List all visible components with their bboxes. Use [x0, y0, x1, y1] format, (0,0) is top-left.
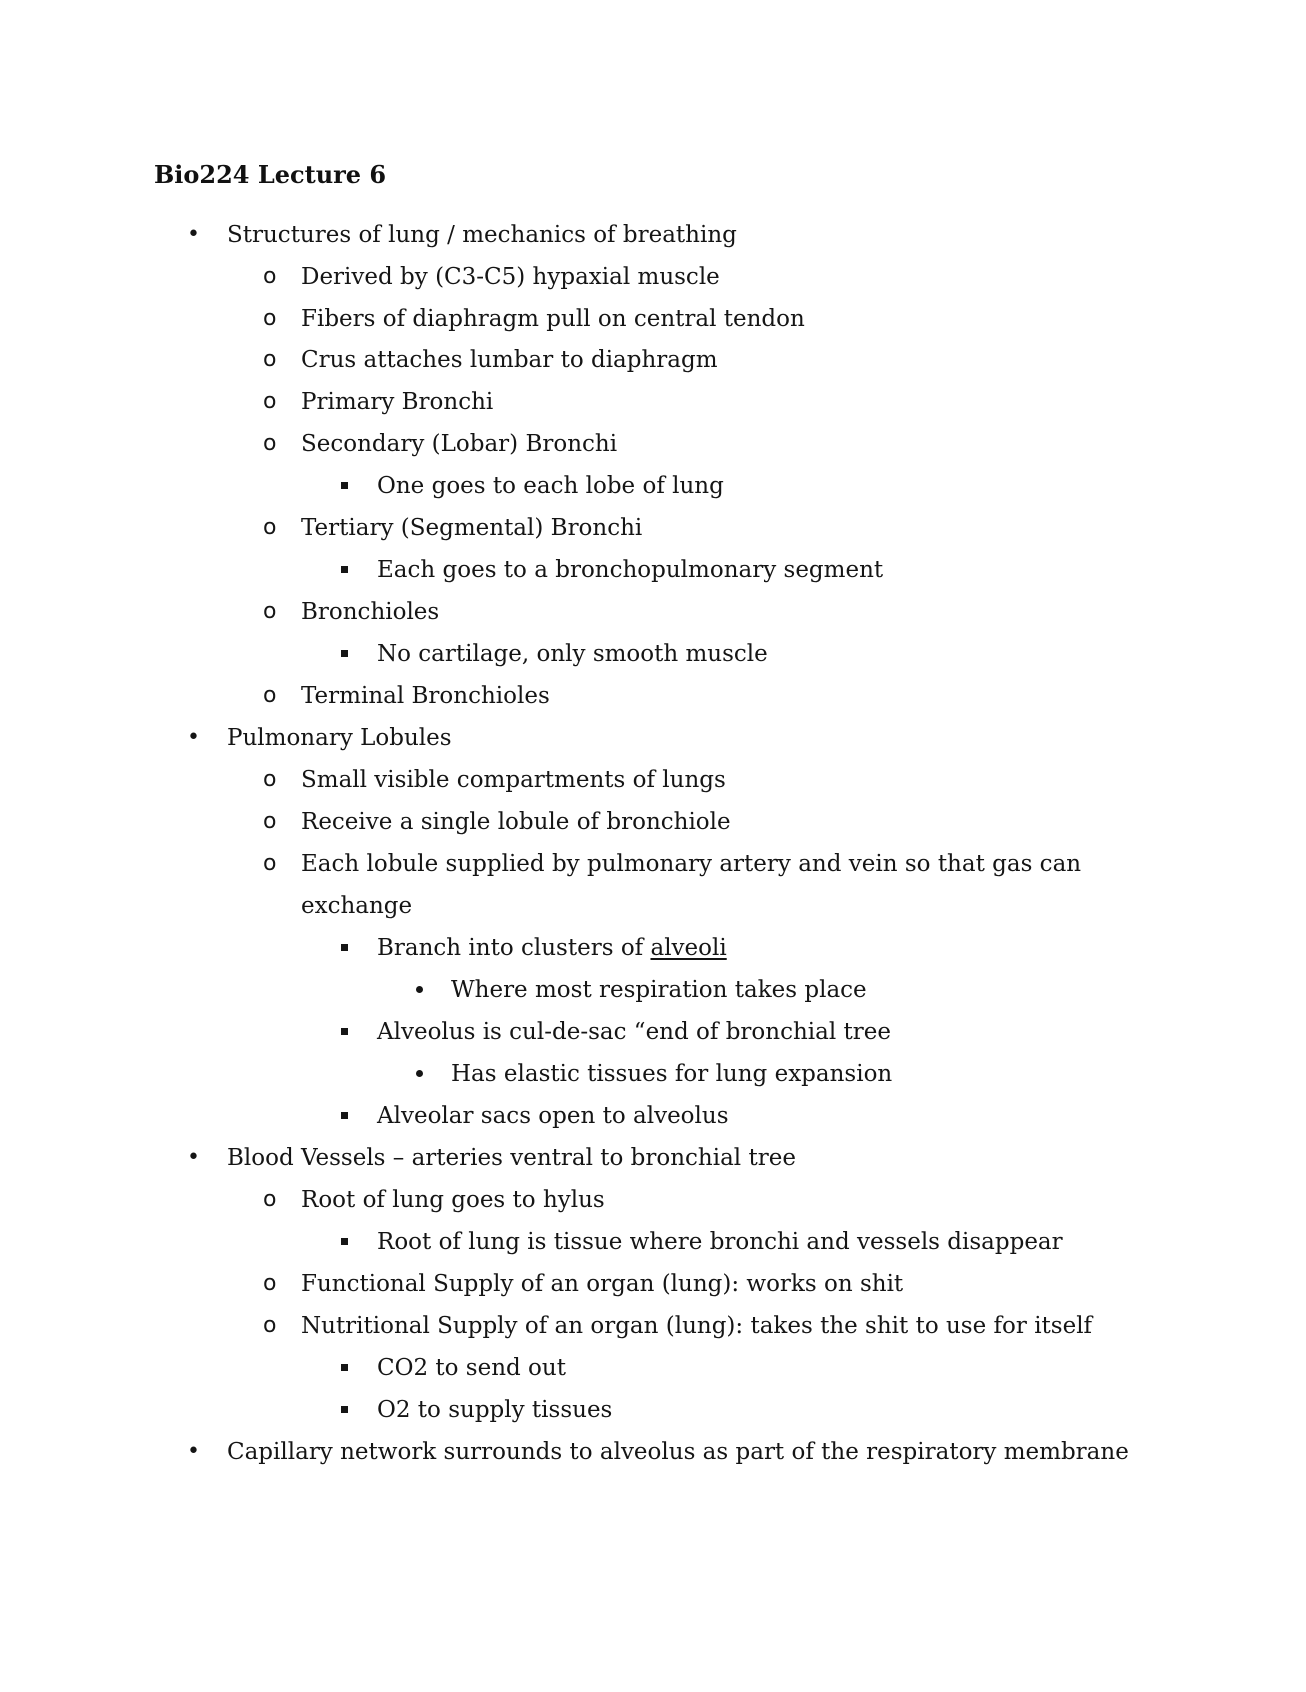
circle-marker: o [263, 599, 277, 624]
list-item: Small visible compartments of lungs [301, 767, 726, 793]
list-item: Each lobule supplied by pulmonary artery and vein so that gas can [301, 851, 1082, 877]
circle-marker: o [263, 347, 277, 372]
circle-marker: o [263, 1313, 277, 1338]
list-item-text: Branch into clusters of [377, 935, 651, 961]
list-item: Functional Supply of an organ (lung): works on shit [301, 1271, 904, 1297]
list-item: Alveolus is cul-de-sac “end of bronchial tree [377, 1019, 891, 1045]
circle-marker: o [263, 683, 277, 708]
list-item: Pulmonary Lobules [227, 725, 452, 751]
list-item [377, 933, 727, 963]
list-item: Crus attaches lumbar to diaphragm [301, 347, 718, 373]
list-item: Root of lung is tissue where bronchi and vessels disappear [377, 1229, 1063, 1255]
list-item: O2 to supply tissues [377, 1397, 613, 1423]
square-bullet-icon [341, 944, 348, 951]
list-item: Receive a single lobule of bronchiole [301, 809, 731, 835]
square-bullet-icon [341, 1406, 348, 1413]
square-bullet-icon [341, 650, 348, 657]
list-item: Terminal Bronchioles [301, 683, 550, 709]
square-bullet-icon [341, 1028, 348, 1035]
dot-bullet-icon [416, 986, 423, 993]
square-bullet-icon [341, 1112, 348, 1119]
bullet-marker: • [187, 1439, 200, 1464]
list-item: Root of lung goes to hylus [301, 1187, 605, 1213]
list-item: Tertiary (Segmental) Bronchi [301, 515, 643, 541]
circle-marker: o [263, 767, 277, 792]
bullet-marker: • [187, 1145, 200, 1170]
circle-marker: o [263, 515, 277, 540]
square-bullet-icon [341, 482, 348, 489]
circle-marker: o [263, 1187, 277, 1212]
circle-marker: o [263, 851, 277, 876]
circle-marker: o [263, 1271, 277, 1296]
list-item: Alveolar sacs open to alveolus [377, 1103, 729, 1129]
underlined-term: alveoli [650, 935, 727, 961]
bullet-marker: • [187, 222, 200, 247]
circle-marker: o [263, 431, 277, 456]
list-item: Nutritional Supply of an organ (lung): takes the shit to use for itself [301, 1313, 1093, 1339]
list-item: One goes to each lobe of lung [377, 473, 724, 499]
list-item: CO2 to send out [377, 1355, 566, 1381]
circle-marker: o [263, 264, 277, 289]
list-item: Structures of lung / mechanics of breathing [227, 222, 737, 248]
list-item: No cartilage, only smooth muscle [377, 641, 768, 667]
list-item: Has elastic tissues for lung expansion [451, 1061, 893, 1087]
list-item: Capillary network surrounds to alveolus as part of the respiratory membrane [227, 1439, 1129, 1465]
list-item-continuation: exchange [301, 893, 413, 919]
list-item: Secondary (Lobar) Bronchi [301, 431, 618, 457]
list-item: Each goes to a bronchopulmonary segment [377, 557, 884, 583]
list-item: Primary Bronchi [301, 389, 494, 415]
list-item: Blood Vessels – arteries ventral to bronchial tree [227, 1145, 796, 1171]
list-item: Bronchioles [301, 599, 440, 625]
dot-bullet-icon [416, 1070, 423, 1077]
square-bullet-icon [341, 1364, 348, 1371]
square-bullet-icon [341, 1238, 348, 1245]
list-item: Derived by (C3-C5) hypaxial muscle [301, 264, 720, 290]
list-item: Where most respiration takes place [451, 977, 867, 1003]
circle-marker: o [263, 389, 277, 414]
square-bullet-icon [341, 566, 348, 573]
document-title: Bio224 Lecture 6 [154, 160, 387, 189]
circle-marker: o [263, 306, 277, 331]
list-item: Fibers of diaphragm pull on central tendon [301, 306, 805, 332]
circle-marker: o [263, 809, 277, 834]
bullet-marker: • [187, 725, 200, 750]
